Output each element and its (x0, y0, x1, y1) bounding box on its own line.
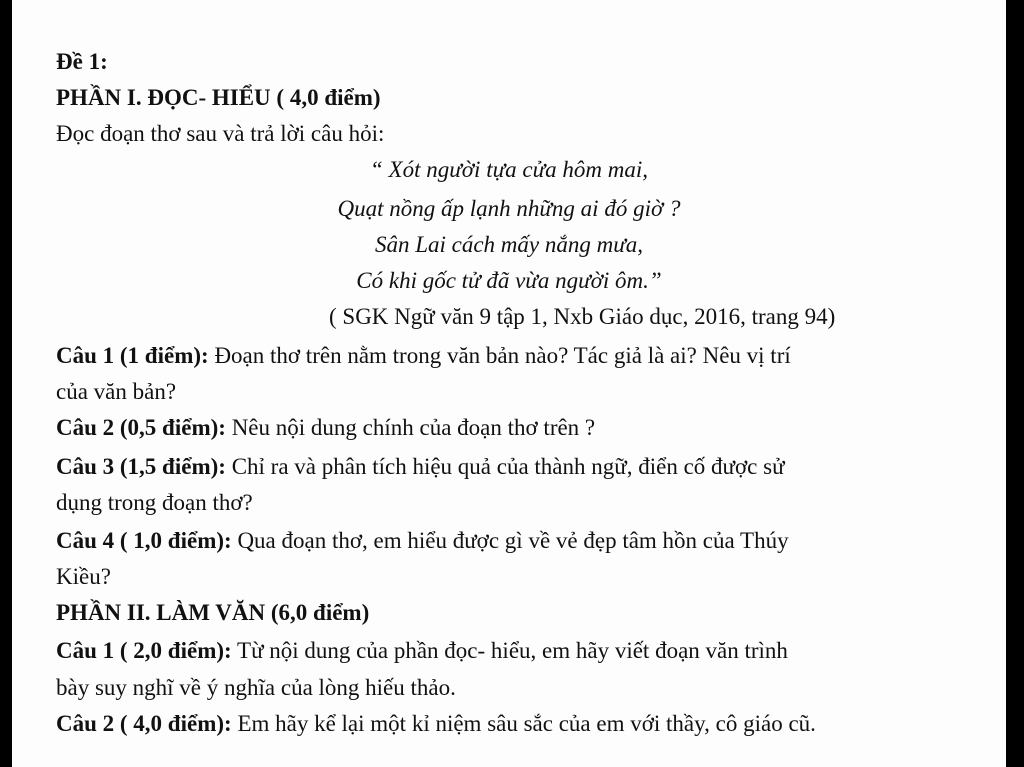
question-1-text: Đoạn thơ trên nằm trong văn bản nào? Tác giả là ai? Nêu vị trí (214, 343, 791, 368)
part1-heading: PHẦN I. ĐỌC- HIỂU ( 4,0 điểm) (56, 85, 381, 110)
poem-line-3: Sân Lai cách mấy nắng mưa, (374, 232, 644, 257)
document-page (12, 0, 1006, 767)
question-3 (56, 452, 785, 482)
part2-question-2 (56, 709, 816, 739)
question-3-cont: dụng trong đoạn thơ? (56, 490, 253, 515)
part2-question-2-label: Câu 2 ( 4,0 điểm): (56, 711, 232, 736)
question-4-text: Qua đoạn thơ, em hiểu được gì về vẻ đẹp tâm hồn của Thúy (237, 528, 789, 553)
poem-line-4: Có khi gốc tử đã vừa người ôm.” (356, 268, 662, 293)
question-4-label: Câu 4 ( 1,0 điểm): (56, 528, 232, 553)
question-2-label: Câu 2 (0,5 điểm): (56, 415, 226, 440)
part2-question-2-text: Em hãy kể lại một kỉ niệm sâu sắc của em với thầy, cô giáo cũ. (237, 711, 816, 736)
question-1-label: Câu 1 (1 điểm): (56, 343, 209, 368)
poem-source: ( SGK Ngữ văn 9 tập 1, Nxb Giáo dục, 2016, trang 94) (329, 304, 836, 329)
question-4 (56, 526, 789, 556)
poem-line-1: “ Xót người tựa cửa hôm mai, (370, 157, 648, 182)
question-2-text: Nêu nội dung chính của đoạn thơ trên ? (231, 415, 596, 440)
question-4-cont: Kiều? (56, 564, 111, 589)
question-3-text: Chỉ ra và phân tích hiệu quả của thành ngữ, điển cố được sử (231, 454, 785, 479)
part1-instruction: Đọc đoạn thơ sau và trả lời câu hỏi: (56, 121, 385, 146)
part2-question-1-label: Câu 1 ( 2,0 điểm): (56, 638, 232, 663)
poem-line-2: Quạt nồng ấp lạnh những ai đó giờ ? (337, 196, 681, 221)
question-1 (56, 341, 791, 371)
question-1-cont: của văn bản? (56, 379, 177, 404)
part2-question-1 (56, 636, 788, 666)
part2-heading: PHẦN II. LÀM VĂN (6,0 điểm) (56, 600, 370, 625)
part2-question-1-cont: bày suy nghĩ về ý nghĩa của lòng hiếu thảo. (56, 675, 456, 700)
question-3-label: Câu 3 (1,5 điểm): (56, 454, 226, 479)
question-2 (56, 413, 595, 443)
exam-title: Đề 1: (56, 49, 108, 74)
part2-question-1-text: Từ nội dung của phần đọc- hiểu, em hãy viết đoạn văn trình (237, 638, 788, 663)
